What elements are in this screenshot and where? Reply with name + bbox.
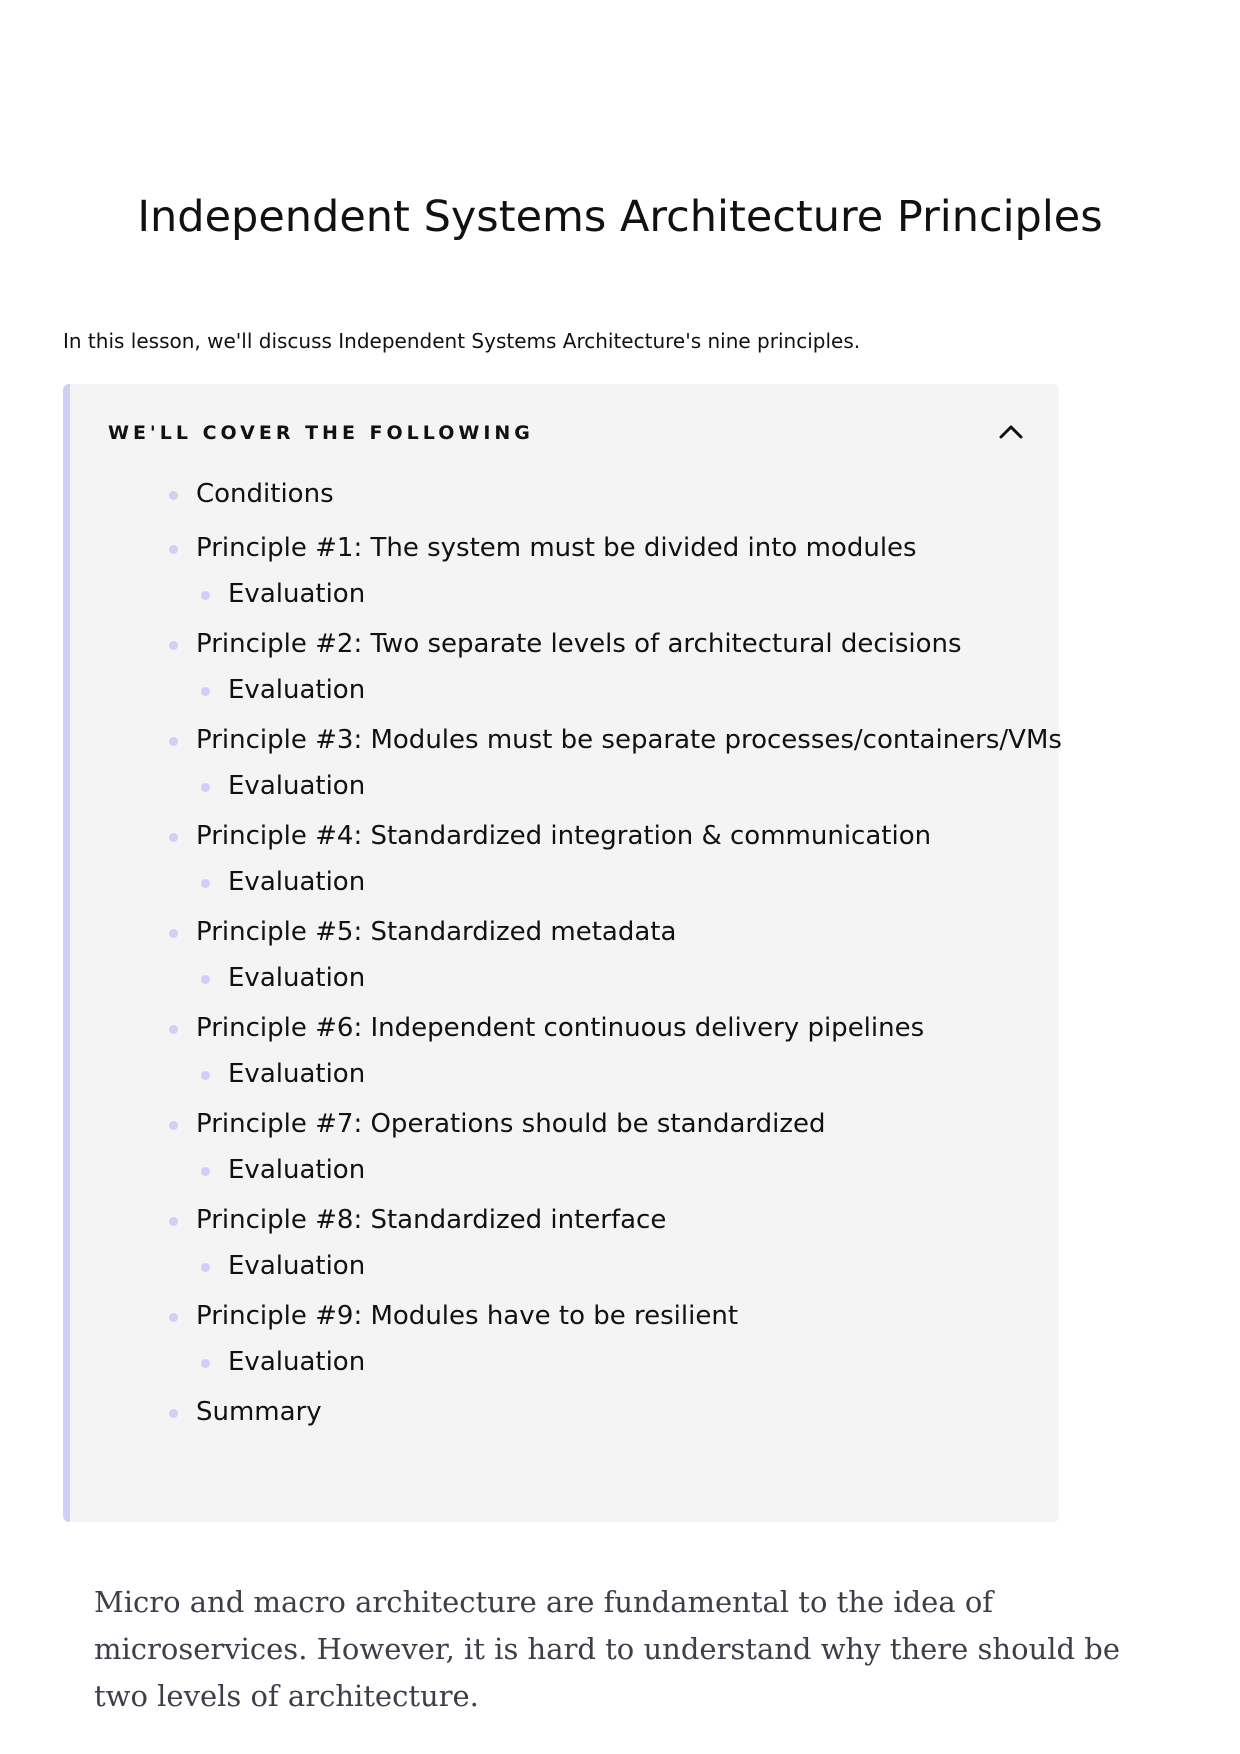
toc-panel: [63, 384, 1062, 1522]
toc-subitem: [70, 768, 1059, 816]
toc-sublink[interactable]: Evaluation: [228, 579, 366, 609]
bullet-icon: [169, 929, 178, 938]
toc-subitem: [70, 672, 1059, 720]
toc-item: [70, 474, 1059, 528]
toc-link[interactable]: Principle #7: Operations should be standardized: [196, 1109, 826, 1139]
toc-header: WE'LL COVER THE FOLLOWING: [108, 422, 534, 444]
chevron-up-icon[interactable]: [997, 420, 1025, 444]
toc-subitem: [70, 1248, 1059, 1296]
bullet-icon: [169, 833, 178, 842]
toc-link[interactable]: Principle #2: Two separate levels of architectural decisions: [196, 629, 962, 659]
toc-sublink[interactable]: Evaluation: [228, 675, 366, 705]
toc-item: [70, 912, 1059, 966]
toc-sublink[interactable]: Evaluation: [228, 1347, 366, 1377]
toc-subitem: [70, 1344, 1059, 1392]
toc-item: [70, 816, 1059, 870]
bullet-icon: [201, 687, 210, 696]
toc-subitem: [70, 960, 1059, 1008]
toc-item: [70, 528, 1059, 582]
toc-item: [70, 624, 1059, 678]
toc-item: [70, 720, 1062, 774]
bullet-icon: [201, 783, 210, 792]
toc-link[interactable]: Conditions: [196, 479, 334, 509]
toc-link[interactable]: Principle #1: The system must be divided into modules: [196, 533, 917, 563]
bullet-icon: [201, 1263, 210, 1272]
toc-item: [70, 1008, 1059, 1062]
toc-list: [70, 474, 1062, 1446]
bullet-icon: [169, 491, 178, 500]
bullet-icon: [169, 1025, 178, 1034]
toc-item: [70, 1392, 1059, 1446]
toc-link[interactable]: Principle #5: Standardized metadata: [196, 917, 677, 947]
toc-subitem: [70, 1056, 1059, 1104]
bullet-icon: [201, 1071, 210, 1080]
toc-sublink[interactable]: Evaluation: [228, 963, 366, 993]
toc-item: [70, 1200, 1059, 1254]
toc-link[interactable]: Principle #6: Independent continuous delivery pipelines: [196, 1013, 925, 1043]
bullet-icon: [169, 1121, 178, 1130]
bullet-icon: [201, 879, 210, 888]
toc-sublink[interactable]: Evaluation: [228, 867, 366, 897]
toc-sublink[interactable]: Evaluation: [228, 1251, 366, 1281]
bullet-icon: [169, 1217, 178, 1226]
toc-sublink[interactable]: Evaluation: [228, 1155, 366, 1185]
bullet-icon: [201, 1359, 210, 1368]
toc-link[interactable]: Principle #4: Standardized integration & communication: [196, 821, 932, 851]
page-title: Independent Systems Architecture Principles: [137, 192, 1103, 242]
bullet-icon: [201, 975, 210, 984]
body-paragraph: Micro and macro architecture are fundamental to the idea of microservices. However, it is hard to understand why there should be two levels of architecture.: [94, 1585, 1121, 1713]
bullet-icon: [169, 737, 178, 746]
toc-item: [70, 1296, 1059, 1350]
bullet-icon: [169, 1409, 178, 1418]
toc-subitem: [70, 864, 1059, 912]
bullet-icon: [169, 545, 178, 554]
toc-link[interactable]: Principle #3: Modules must be separate processes/containers/VMs: [196, 725, 1062, 755]
bullet-icon: [201, 1167, 210, 1176]
toc-subitem: [70, 1152, 1059, 1200]
toc-link[interactable]: Summary: [196, 1397, 322, 1427]
toc-item: [70, 1104, 1059, 1158]
lesson-intro: In this lesson, we'll discuss Independent Systems Architecture's nine principles.: [63, 329, 861, 353]
toc-link[interactable]: Principle #9: Modules have to be resilient: [196, 1301, 739, 1331]
bullet-icon: [201, 591, 210, 600]
toc-sublink[interactable]: Evaluation: [228, 1059, 366, 1089]
bullet-icon: [169, 1313, 178, 1322]
toc-subitem: [70, 576, 1059, 624]
bullet-icon: [169, 641, 178, 650]
toc-sublink[interactable]: Evaluation: [228, 771, 366, 801]
toc-link[interactable]: Principle #8: Standardized interface: [196, 1205, 667, 1235]
